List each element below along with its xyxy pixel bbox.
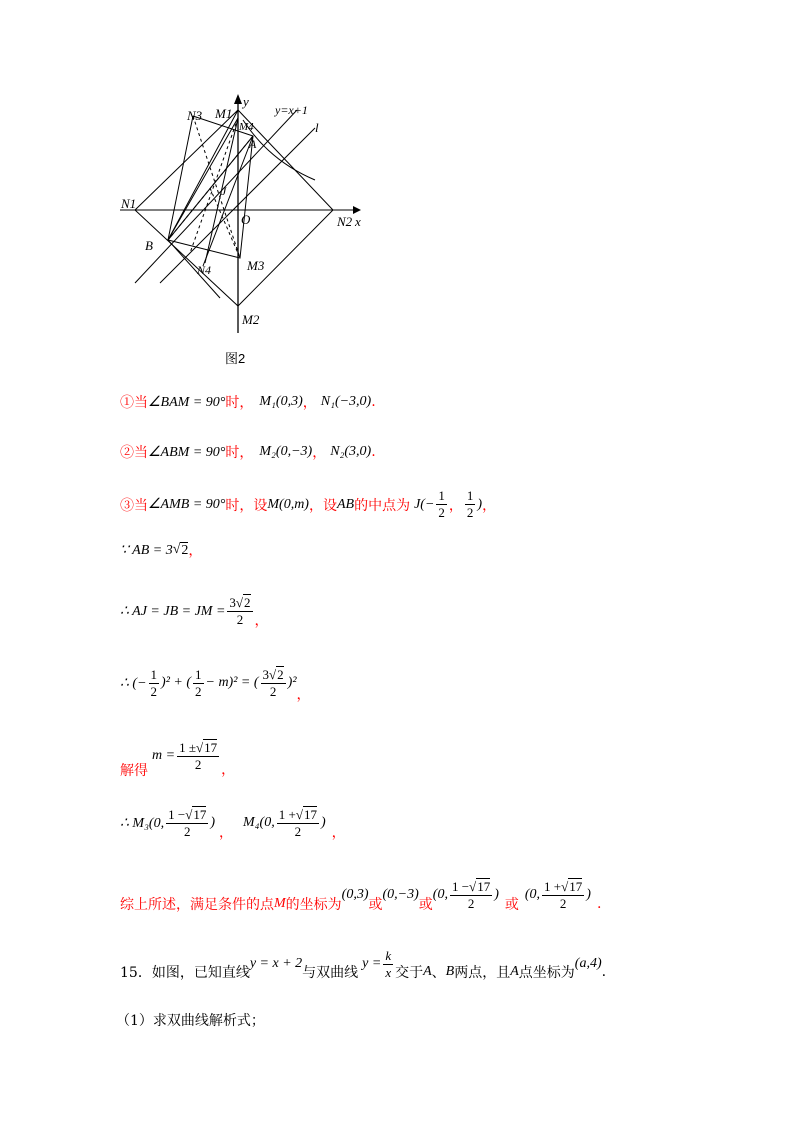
case2-mid: 时， [225, 445, 254, 461]
eq-t4: )² [287, 675, 297, 690]
q15-y: y = [362, 956, 382, 971]
summary-frac3: $\frac{1 -√17}{2}$ [451, 878, 491, 911]
case1-point-m1: M₁(0,3) [259, 394, 303, 409]
y-axis-label: y [243, 94, 249, 109]
m2-label: M2 [242, 312, 260, 327]
q15-part1 [116, 1010, 265, 1030]
case3-j-open: J(− [414, 496, 435, 512]
case3-point-m: M(0,m) [267, 496, 309, 512]
ab-radicand: 2 [181, 542, 189, 558]
summary-frac4: $\frac{1 +√17}{2}$ [544, 878, 583, 911]
q15-a2: A [510, 964, 519, 979]
q15-line [120, 946, 606, 982]
case3-mid2: ，设 [308, 497, 337, 514]
case2-prefix: ②当 [120, 445, 148, 461]
summary-or2: 或 [418, 897, 433, 913]
m34-end: ， [331, 825, 346, 841]
aj-frac: $\frac{3√2}{2}$ [229, 594, 251, 627]
q15-t3: 交于 [395, 965, 424, 981]
solve-m: m = [152, 748, 176, 763]
m1-label: M1 [215, 106, 233, 121]
q15-t4: 、 [431, 965, 446, 981]
equation-line [120, 662, 311, 704]
case2-sep: ， [312, 445, 327, 461]
case2-point-m2: M₂(0,−3) [259, 444, 313, 459]
summary-or1: 或 [368, 897, 383, 913]
eq-end: ， [296, 687, 311, 703]
summary-p4a: (0, [524, 887, 541, 902]
case3-comma: ， [448, 497, 463, 514]
q15-t1: 15．如图，已知直线 [120, 965, 250, 981]
solve-label: 解得 [120, 763, 148, 779]
y-axis-arrow [234, 94, 242, 104]
x-axis-label: x [355, 214, 361, 229]
case3-mid: 时，设 [225, 497, 268, 514]
eq-t3: − m)² = ( [205, 675, 259, 690]
summary-end: . [596, 896, 602, 912]
q15-eq1: y = x + 2 [249, 956, 303, 971]
case1-end: . [371, 394, 376, 410]
a-label: A [249, 137, 257, 151]
case3-condition: ∠AMB = 90° [148, 497, 226, 512]
j-label: J [221, 184, 227, 198]
m34-t2: ) [210, 815, 216, 830]
l-label: l [315, 120, 319, 135]
summary-m: M [274, 896, 286, 911]
eq-t2: )² + ( [161, 675, 191, 690]
q15-point: (a,4) [574, 956, 602, 971]
m34-t3: M₄(0, [243, 815, 275, 830]
b-label: B [145, 238, 153, 253]
q15-part1-text: （1）求双曲线解析式； [116, 1013, 265, 1029]
x-axis-arrow [353, 206, 361, 214]
solve-line [120, 732, 235, 780]
m34-frac2: $\frac{1 +√17}{2}$ [278, 806, 317, 839]
q15-end: . [601, 964, 607, 980]
case2-point-n2: N₂(3,0) [330, 444, 372, 459]
ab-line: ∵ AB = 3 √ 2 ， [120, 542, 203, 559]
case3-frac2: $\frac{1}{2}$ [466, 488, 474, 520]
solve-end: ， [221, 762, 236, 778]
summary-p3a: (0, [432, 887, 448, 902]
geometry-figure [115, 88, 375, 338]
case3-ab: AB [336, 496, 355, 512]
case3-close: ) [477, 496, 483, 512]
case2-line [120, 442, 376, 462]
segment-b-m4 [168, 118, 238, 240]
m34-t4: ) [320, 815, 326, 830]
case1-line [120, 392, 376, 412]
q15-t2: 与双曲线 [302, 965, 359, 981]
case1-mid: 时， [225, 395, 254, 411]
eq-frac-b: $\frac{1}{2}$ [195, 666, 202, 699]
case2-end: . [371, 444, 376, 460]
o-label: O [241, 212, 251, 227]
summary-t2: 的坐标为 [285, 897, 342, 913]
m34-frac1: $\frac{1 -√17}{2}$ [168, 806, 207, 839]
case3-mid3: 的中点为 [354, 497, 411, 514]
m4-label: M4 [239, 121, 254, 133]
case3-prefix: ③当 [120, 497, 148, 514]
summary-p2: (0,−3) [382, 887, 419, 902]
line-label: y=x+1 [275, 103, 308, 117]
case1-sep: ， [302, 395, 317, 411]
m3-label: M3 [247, 258, 265, 273]
q15-t5: 两点，且 [454, 965, 511, 981]
case3-end: ， [482, 497, 497, 514]
aj-line [120, 592, 269, 630]
n2-label: N2 [337, 214, 353, 229]
m34-t1: ∴ M₃(0, [120, 815, 165, 831]
summary-p1: (0,3) [341, 887, 369, 902]
case3-line [120, 488, 496, 521]
n4-label: N4 [197, 263, 212, 277]
summary-t1: 综上所述，满足条件的点 [120, 897, 274, 913]
q15-b: B [445, 964, 455, 979]
aj-end: ， [254, 613, 269, 629]
case2-condition: ∠ABM = 90° [148, 444, 226, 460]
m34-sep: ， [219, 825, 234, 841]
q15-a: A [423, 964, 432, 979]
summary-or3: 或 [504, 897, 519, 913]
aj-text: ∴ AJ = JB = JM = [120, 603, 226, 619]
case1-point-n1: N₁(−3,0) [320, 394, 372, 409]
case3-frac1: $\frac{1}{2}$ [438, 488, 445, 520]
case1-condition: ∠BAM = 90° [148, 394, 226, 410]
ab-end: ， [188, 543, 203, 559]
figure-caption: 图2 [225, 351, 246, 366]
n1-label: N1 [121, 196, 137, 211]
q15-t6: 点坐标为 [518, 965, 575, 981]
case1-prefix: ①当 [120, 395, 148, 411]
segment-a-n4 [203, 136, 253, 266]
summary-p3b: ) [494, 887, 499, 902]
m34-line [120, 804, 346, 842]
n3-label: N3 [187, 108, 203, 123]
eq-t1: ∴ (− [120, 675, 147, 691]
eq-frac-c: $\frac{3√2}{2}$ [262, 666, 284, 699]
summary-p4b: ) [586, 887, 591, 902]
ab-text: ∵ AB = 3 [120, 542, 173, 558]
eq-frac-a: $\frac{1}{2}$ [150, 666, 158, 699]
q15-frac: $\frac{k}{x}$ [385, 947, 392, 980]
summary-line [120, 876, 601, 914]
solve-frac: $\frac{1 \pm√17}{2}$ [179, 739, 218, 772]
line-y-x-plus-1 [135, 110, 297, 283]
